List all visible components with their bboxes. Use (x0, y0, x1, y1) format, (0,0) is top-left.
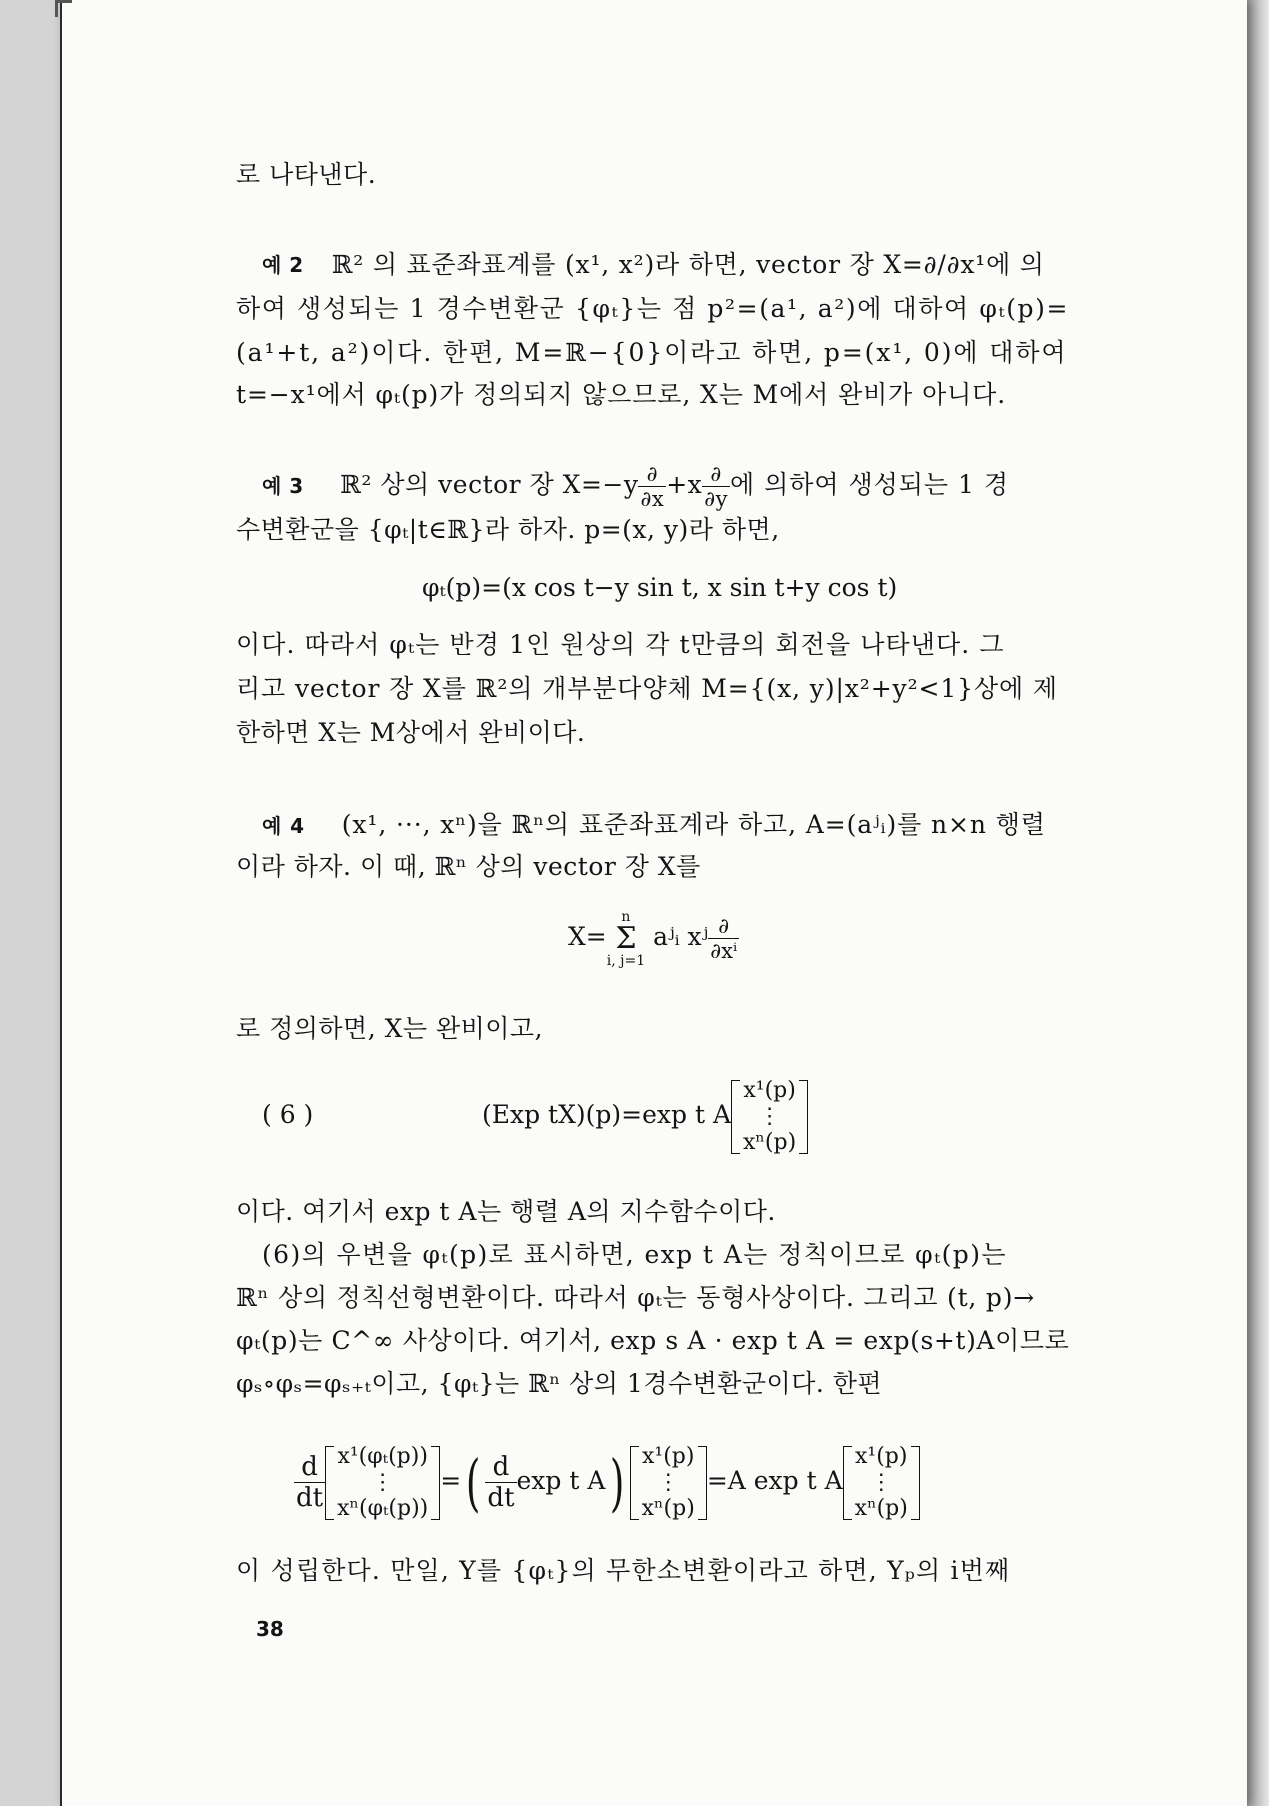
text-line: φₛ∘φₛ=φₛ₊ₜ이고, {φₜ}는 ℝⁿ 상의 1경수변환군이다. 한편 (236, 1369, 883, 1398)
text-line: φₜ(p)는 C^∞ 사상이다. 여기서, exp s A · exp t A = exp(s+t)A이므로 (236, 1326, 1070, 1355)
equation-6: (Exp tX)(p)=exp t A x¹(p) ⋮ xⁿ(p) (482, 1076, 808, 1154)
page-number: 38 (256, 1617, 284, 1641)
text-line: 리고 vector 장 X를 ℝ²의 개부분다양체 M={(x, y)|x²+y²<1}상에 제 (236, 674, 1058, 703)
partial-y-fraction: $\frac{\partial}{\partial y}$ (704, 462, 728, 511)
text-line: (6)의 우변을 φₜ(p)로 표시하면, exp t A는 정칙이므로 φₜ(p)는 (262, 1240, 1007, 1269)
page-corner-fold (55, 0, 72, 17)
equation-label-6: ( 6 ) (262, 1100, 314, 1129)
example-3-label: 예 3 (262, 474, 304, 498)
text-line: 이라 하자. 이 때, ℝⁿ 상의 vector 장 X를 (236, 852, 701, 881)
equation-derivative: $\frac{d}{dt}$ x¹(φₜ(p)) ⋮ xⁿ(φₜ(p)) =( $\frac{d}{dt}$ exp t A) x¹(p) ⋮ xⁿ(p) =A exp t A x¹(p) ⋮ xⁿ(p) (294, 1436, 920, 1526)
text-line: 하여 생성되는 1 경수변환군 {φₜ}는 점 p²=(a¹, a²)에 대하여 φₜ(p)= (236, 294, 1070, 323)
example-2-label: 예 2 (262, 253, 304, 277)
text-line: 한하면 X는 M상에서 완비이다. (236, 718, 586, 747)
summation: n Σ i, j=1 (606, 908, 646, 969)
text-line: (a¹+t, a²)이다. 한편, M=ℝ−{0}이라고 하면, p=(x¹, 0)에 대하여 (236, 338, 1068, 367)
page-edge-shadow (1245, 0, 1269, 1806)
text-line: 수변환군을 {φₜ|t∈ℝ}라 하자. p=(x, y)라 하면, (236, 515, 780, 544)
text-line: 이 성립한다. 만일, Y를 {φₜ}의 무한소변환이라고 하면, Yₚ의 i번째 (236, 1556, 1011, 1585)
text-line: 이다. 여기서 exp t A는 행렬 A의 지수함수이다. (236, 1197, 776, 1226)
partial-x-fraction: $\frac{\partial}{\partial x}$ (640, 462, 665, 511)
text-line: ℝ² 의 표준좌표계를 (x¹, x²)라 하면, vector 장 X=∂/∂x¹에 의 (331, 250, 1045, 279)
text-line: t=−x¹에서 φₜ(p)가 정의되지 않으므로, X는 M에서 완비가 아니다. (236, 380, 1007, 409)
text-line: 이다. 따라서 φₜ는 반경 1인 원상의 각 t만큼의 회전을 나타낸다. 그 (236, 630, 1005, 659)
example-4-line-1: 예 4 (x¹, ···, xⁿ)을 ℝⁿ의 표준좌표계라 하고, A=(aʲᵢ)를 n×n 행렬 (262, 810, 1046, 839)
text-line: 로 나타낸다. (236, 160, 377, 189)
equation-vector-field: X=n Σ i, j=1 aʲᵢ xʲ $\frac{\partial}{\text{∂xⁱ}}$ (568, 908, 738, 969)
example-4-label: 예 4 (262, 814, 305, 838)
text-line: ℝⁿ 상의 정칙선형변환이다. 따라서 φₜ는 동형사상이다. 그리고 (t, p)→ (236, 1283, 1036, 1312)
example-3-line-1: 예 3 ℝ² 상의 vector 장 X=−y $\frac{\partial}{\partial x}$ +x $\frac{\partial}{\partial y}$ 에 의하여 생성되는 1 경 (262, 462, 1010, 511)
column-vector: x¹(p) ⋮ xⁿ(p) (731, 1078, 808, 1156)
example-2-line-1 (262, 250, 1116, 280)
text-line: 로 정의하면, X는 완비이고, (236, 1014, 544, 1043)
equation-rotation: φₜ(p)=(x cos t−y sin t, x sin t+y cos t) (422, 573, 898, 602)
